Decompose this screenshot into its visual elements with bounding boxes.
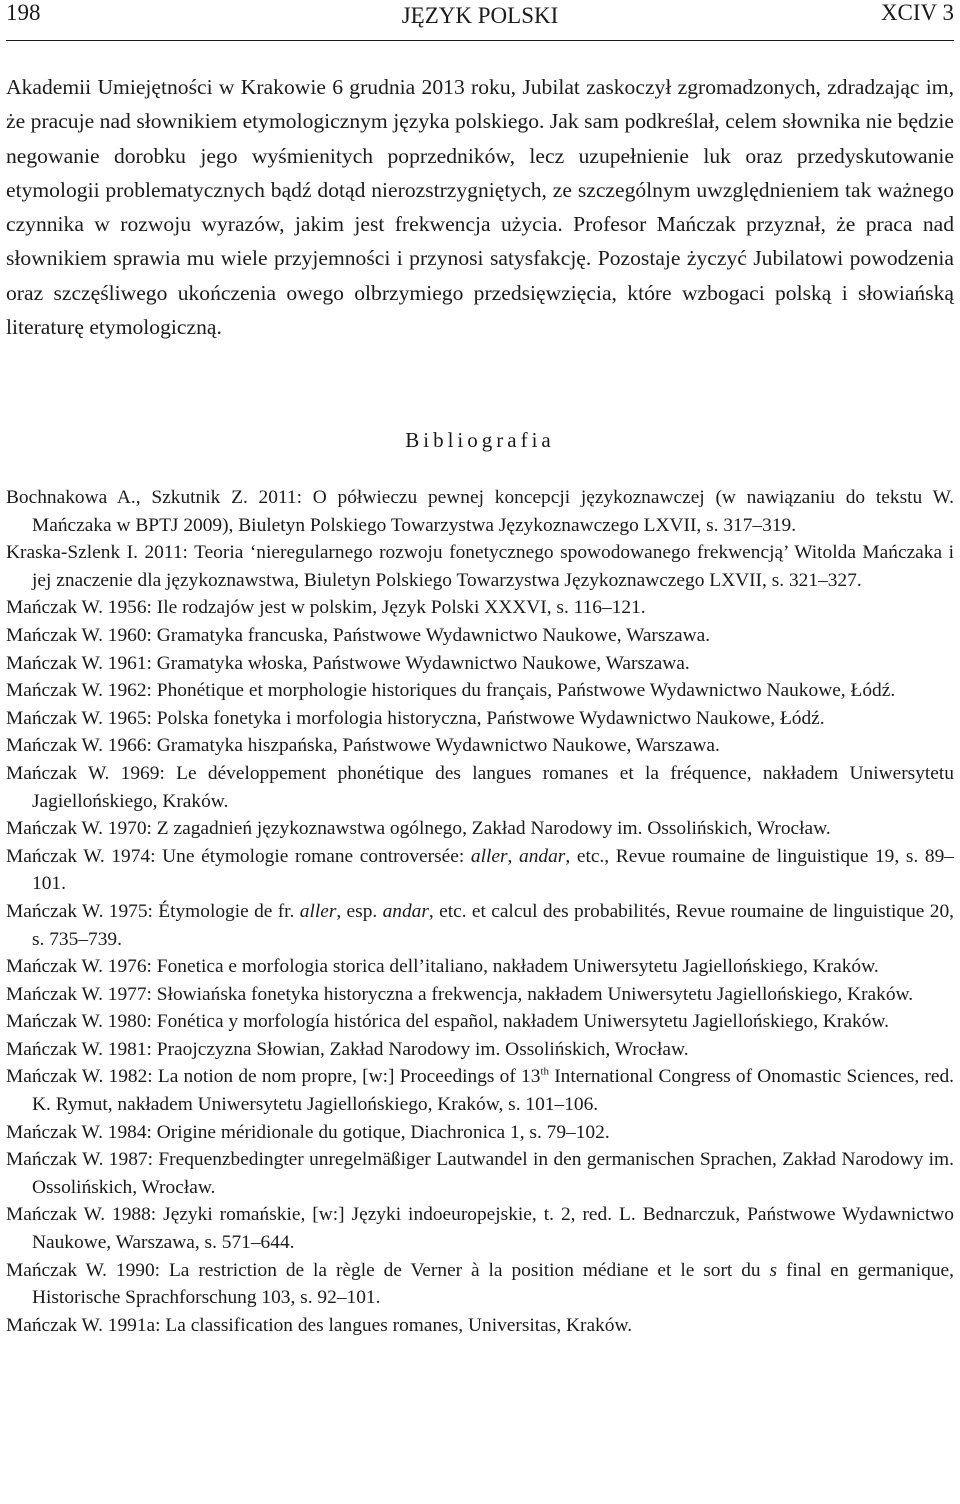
- bib-entry: Mańczak W. 1962: Phonétique et morphologie historiques du français, Państwowe Wydawnictwo Naukowe, Łódź.: [6, 680, 896, 702]
- italic-term: aller: [470, 845, 508, 867]
- bib-entry: Mańczak W. 1970: Z zagadnień językoznawstwa ogólnego, Zakład Narodowy im. Ossolińskich, Wrocław.: [6, 818, 831, 840]
- bib-entry: Mańczak W. 1976: Fonetica e morfologia storica dell’italiano, nakładem Uniwersytetu Jagiellońskiego, Kraków.: [6, 956, 879, 978]
- bib-entry: Mańczak W. 1984: Origine méridionale du gotique, Diachronica 1, s. 79–102.: [6, 1121, 610, 1143]
- bib-entry: Mańczak W. 1990: La restriction de la règle de Verner à la position médiane et le sort du s final en germanique, Historische Sprachforschung 103, s. 92–101.: [6, 1259, 954, 1309]
- bib-entry: Mańczak W. 1956: Ile rodzajów jest w polskim, Język Polski XXXVI, s. 116–121.: [6, 597, 646, 619]
- page-number: 198: [6, 0, 41, 25]
- ordinal-superscript: th: [540, 1066, 550, 1078]
- italic-term: s: [769, 1259, 778, 1281]
- bib-entry: Mańczak W. 1977: Słowiańska fonetyka historyczna a frekwencja, nakładem Uniwersytetu Jagiellońskiego, Kraków.: [6, 983, 914, 1005]
- italic-term: andar: [382, 900, 429, 922]
- bib-entry: Mańczak W. 1974: Une étymologie romane controversée: aller, andar, etc., Revue roumaine de linguistique 19, s. 89–101.: [6, 845, 954, 895]
- bib-entry: Mańczak W. 1960: Gramatyka francuska, Państwowe Wydawnictwo Naukowe, Warszawa.: [6, 624, 711, 646]
- italic-term: andar: [519, 845, 566, 867]
- bib-entry: Kraska-Szlenk I. 2011: Teoria ‘nieregularnego rozwoju fonetycznego spowodowanego frekwencją’ Witolda Mańczaka i jej znaczenie dla językoznawstwa, Biuletyn Polskiego Towarzystwa Językoznawczego LXVII, s. 321–327.: [6, 542, 954, 591]
- header-rule: [6, 40, 954, 41]
- volume-number: XCIV 3: [880, 0, 954, 25]
- bib-entry: Mańczak W. 1966: Gramatyka hiszpańska, Państwowe Wydawnictwo Naukowe, Warszawa.: [6, 735, 720, 757]
- bibliography-list: [6, 484, 954, 1339]
- bib-entry: Mańczak W. 1987: Frequenzbedingter unregelmäßiger Lautwandel in den germanischen Sprachen, Zakład Narodowy im. Ossolińskich, Wrocław.: [6, 1149, 954, 1198]
- bib-entry: Bochnakowa A., Szkutnik Z. 2011: O półwieczu pewnej koncepcji językoznawczej (w nawiązaniu do tekstu W. Mańczaka w BPTJ 2009), Biuletyn Polskiego Towarzystwa Językoznawczego LXVII, s. 317–319.: [6, 487, 954, 536]
- bib-entry: Mańczak W. 1981: Praojczyzna Słowian, Zakład Narodowy im. Ossolińskich, Wrocław.: [6, 1038, 689, 1060]
- bib-entry: Mańczak W. 1991a: La classification des langues romanes, Universitas, Kraków.: [6, 1314, 633, 1336]
- bib-entry: Mańczak W. 1969: Le développement phonétique des langues romanes et la fréquence, nakładem Uniwersytetu Jagiellońskiego, Kraków.: [6, 762, 954, 812]
- body-paragraph: Akademii Umiejętności w Krakowie 6 grudnia 2013 roku, Jubilat zaskoczył zgromadzonych, zdradzając im, że pracuje nad słownikiem etymologicznym języka polskiego. Jak sam podkreślał, celem słownika nie będzie negowanie dorobku jego wyśmienitych poprzedników, lecz uzupełnienie luk oraz przedyskutowanie etymologii problematycznych bądź dotąd nierozstrzygniętych, ze szczególnym uwzględnieniem tak ważnego czynnika w rozwoju wyrazów, jakim jest frekwencja użycia. Profesor Mańczak przyznał, że praca nad słownikiem sprawia mu wiele przyjemności i przynosi satysfakcję. Pozostaje życzyć Jubilatowi powodzenia oraz szczęśliwego ukończenia owego olbrzymiego przedsięwzięcia, które wzbogaci polską i słowiańską literaturę etymologiczną.: [6, 75, 954, 340]
- journal-title: JĘZYK POLSKI: [401, 3, 559, 28]
- bib-entry: Mańczak W. 1980: Fonética y morfología histórica del español, nakładem Uniwersytetu Jagiellońskiego, Kraków.: [6, 1011, 889, 1033]
- bib-entry: Mańczak W. 1961: Gramatyka włoska, Państwowe Wydawnictwo Naukowe, Warszawa.: [6, 652, 690, 674]
- running-header: [6, 0, 954, 36]
- bib-entry: Mańczak W. 1975: Étymologie de fr. aller, esp. andar, etc. et calcul des probabilités, Revue roumaine de linguistique 20, s. 735–739.: [6, 900, 954, 950]
- bib-entry: Mańczak W. 1982: La notion de nom propre, [w:] Proceedings of 13th International Congress of Onomastic Sciences, red. K. Rymut, nakładem Uniwersytetu Jagiellońskiego, Kraków, s. 101–106.: [6, 1066, 954, 1116]
- bibliography-heading: Bibliografia: [405, 428, 555, 452]
- italic-term: aller: [299, 900, 337, 922]
- bib-entry: Mańczak W. 1988: Języki romańskie, [w:] Języki indoeuropejskie, t. 2, red. L. Bednarczuk, Państwowe Wydawnictwo Naukowe, Warszawa, s. 571–644.: [6, 1204, 954, 1254]
- bib-entry: Mańczak W. 1965: Polska fonetyka i morfologia historyczna, Państwowe Wydawnictwo Naukowe, Łódź.: [6, 707, 825, 729]
